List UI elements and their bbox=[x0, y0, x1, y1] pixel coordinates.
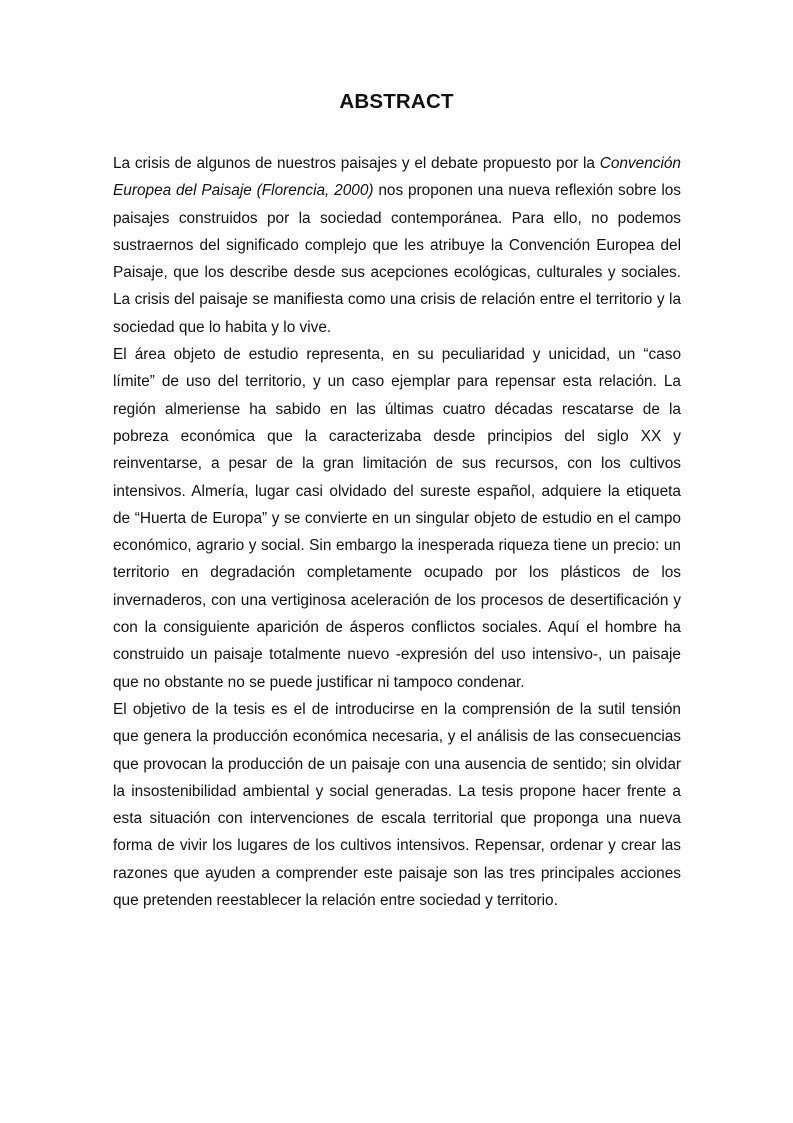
paragraph-1-intro: La crisis de algunos de nuestros paisajes y el debate propuesto por la bbox=[113, 155, 595, 172]
paragraph-1-rest: nos proponen una nueva reflexión sobre los paisajes construidos por la sociedad contemporánea. Para ello, no podemos sustraernos del significado complejo que les atribuye la Convención Europea del Paisaje, que los describe desde sus acepciones ecológicas, culturales y sociales. La crisis del paisaje se manifiesta como una crisis de relación entre el territorio y la sociedad que lo habita y lo vive. bbox=[113, 182, 681, 336]
convention-reference: Convención Europea del Paisaje (Florencia, 2000) bbox=[113, 155, 681, 200]
abstract-body bbox=[113, 150, 681, 914]
paragraph-2: El área objeto de estudio representa, en su peculiaridad y unicidad, un “caso límite” de uso del territorio, y un caso ejemplar para repensar esta relación. La región almeriense ha sabido en las últimas cuatro décadas rescatarse de la pobreza económica que la caracterizaba desde principios del siglo XX y reinventarse, a pesar de la gran limitación de sus recursos, con los cultivos intensivos. Almería, lugar casi olvidado del sureste español, adquiere la etiqueta de “Huerta de Europa” y se convierte en un singular objeto de estudio en el campo económico, agrario y social. Sin embargo la inesperada riqueza tiene un precio: un territorio en degradación completamente ocupado por los plásticos de los invernaderos, con una vertiginosa aceleración de los procesos de desertificación y con la consiguiente aparición de ásperos conflictos sociales. Aquí el hombre ha construido un paisaje totalmente nuevo -expresión del uso intensivo-, un paisaje que no obstante no se puede justificar ni tampoco condenar. bbox=[113, 346, 681, 691]
page-title: ABSTRACT bbox=[339, 90, 454, 113]
paragraph-3: El objetivo de la tesis es el de introducirse en la comprensión de la sutil tensión que genera la producción económica necesaria, y el análisis de las consecuencias que provocan la producción de un paisaje con una ausencia de sentido; sin olvidar la insostenibilidad ambiental y social generadas. La tesis propone hacer frente a esta situación con intervenciones de escala territorial que proponga una nueva forma de vivir los lugares de los cultivos intensivos. Repensar, ordenar y crear las razones que ayuden a comprender este paisaje son las tres principales acciones que pretenden reestablecer la relación entre sociedad y territorio. bbox=[113, 700, 681, 910]
paragraph-1 bbox=[113, 150, 681, 341]
